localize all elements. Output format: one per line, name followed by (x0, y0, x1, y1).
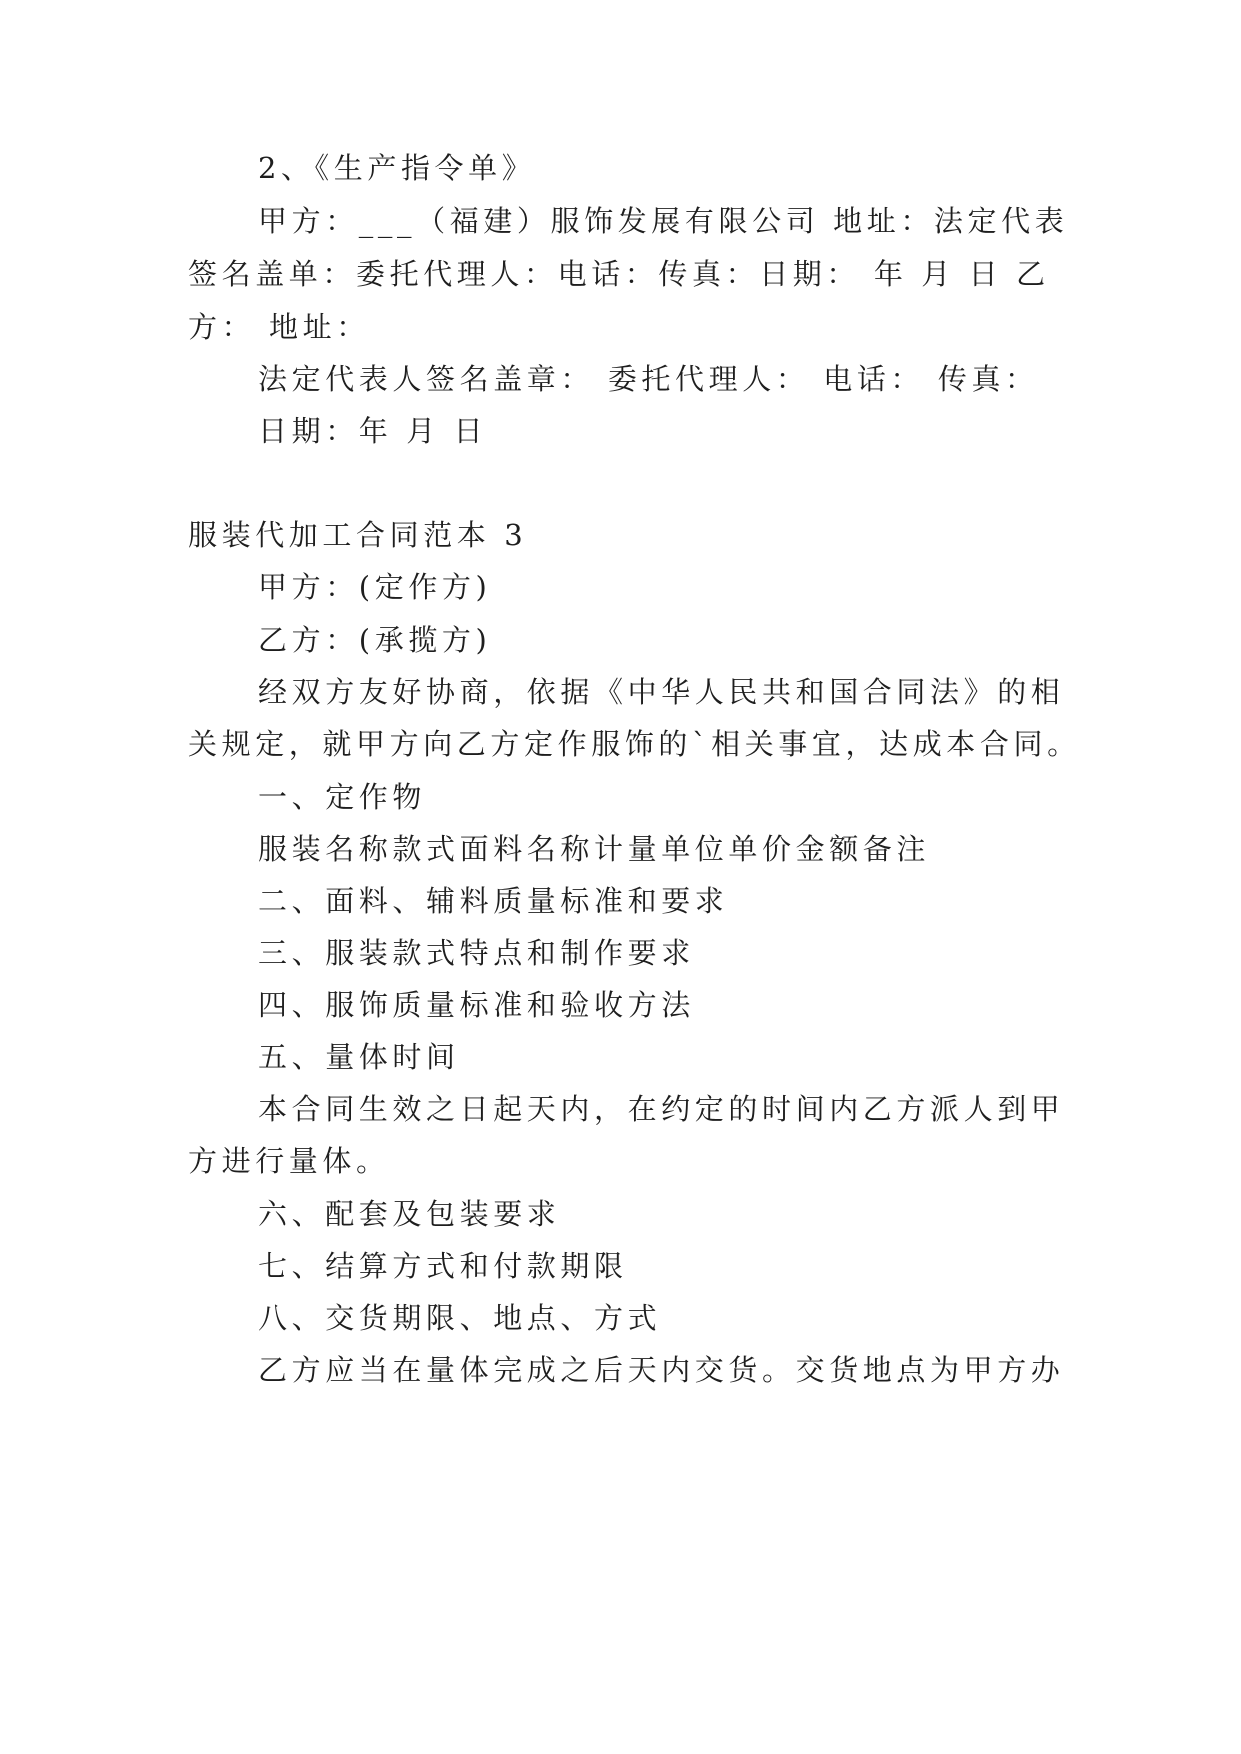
party-b-role: 乙方：(承揽方) (258, 623, 492, 657)
clause-8-heading: 八、交货期限、地点、方式 (258, 1301, 662, 1335)
clause-1-fields: 服装名称款式面料名称计量单位单价金额备注 (258, 832, 931, 866)
party-b-address-line: 方： 地址： (188, 310, 370, 344)
section-heading: 服装代加工合同范本 3 (188, 518, 528, 552)
clause-8-text: 乙方应当在量体完成之后天内交货。交货地点为甲方办 (258, 1353, 1065, 1387)
signature-line: 签名盖单：委托代理人：电话：传真：日期： 年 月 日 乙 (188, 257, 1050, 291)
party-a-role: 甲方：(定作方) (258, 570, 492, 604)
clause-5-text-1: 本合同生效之日起天内，在约定的时间内乙方派人到甲 (258, 1092, 1065, 1126)
preamble-line-1: 经双方友好协商，依据《中华人民共和国合同法》的相 (258, 675, 1065, 709)
clause-1-heading: 一、定作物 (258, 780, 427, 814)
preamble-line-2: 关规定，就甲方向乙方定作服饰的`相关事宜，达成本合同。 (188, 727, 1081, 761)
clause-4-heading: 四、服饰质量标准和验收方法 (258, 988, 695, 1022)
clause-2-heading: 二、面料、辅料质量标准和要求 (258, 884, 729, 918)
party-a-line: 甲方：___（福建）服饰发展有限公司 地址：法定代表 (258, 204, 1069, 238)
item-production-order: 2、《生产指令单》 (258, 151, 536, 185)
clause-7-heading: 七、结算方式和付款期限 (258, 1249, 628, 1283)
legal-representative-line: 法定代表人签名盖章： 委托代理人： 电话： 传真： (258, 362, 1039, 396)
clause-5-text-2: 方进行量体。 (188, 1144, 390, 1178)
clause-6-heading: 六、配套及包装要求 (258, 1197, 561, 1231)
clause-3-heading: 三、服装款式特点和制作要求 (258, 936, 695, 970)
date-line: 日期：年 月 日 (258, 414, 488, 448)
clause-5-heading: 五、量体时间 (258, 1040, 460, 1074)
